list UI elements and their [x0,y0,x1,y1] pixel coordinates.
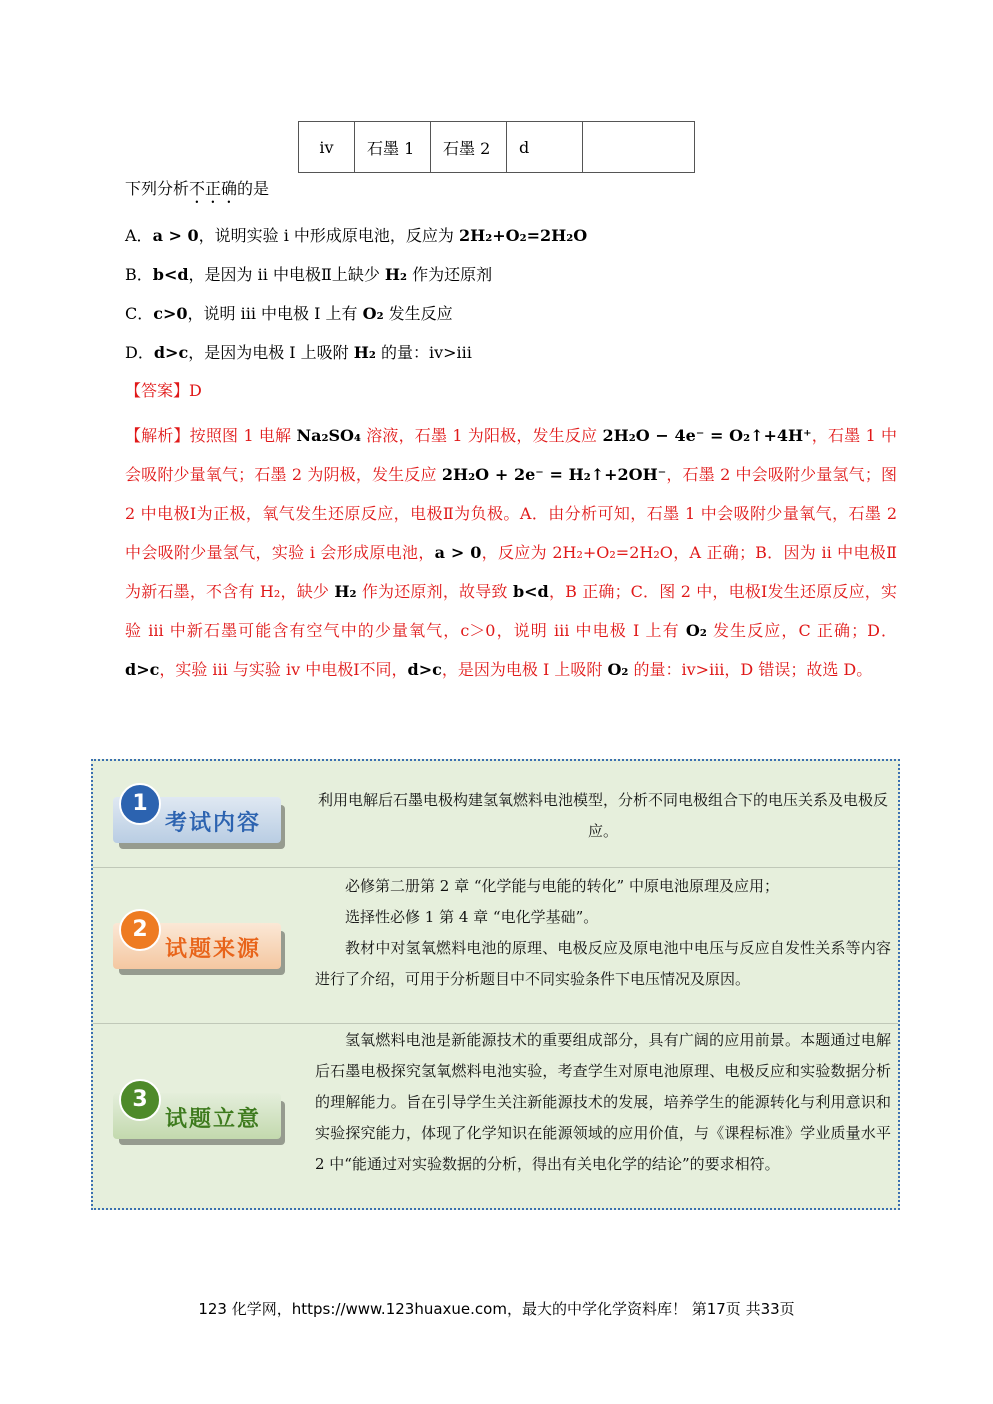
question-prefix: 下列分析 [125,179,190,198]
option-condition: d>c [153,343,189,362]
row-paragraph: 氢氧燃料电池是新能源技术的重要组成部分，具有广阔的应用前景。本题通过电解后石墨电极探究氢氧燃料电池实验，考查学生对原电池原理、电极反应和实验数据分析的理解能力。旨在引导学生关注新能源技术的发展，培养学生的能源转化与利用意识和实验探究能力，体现了化学知识在能源领域的应用价值，与《课程标准》学业质量水平 2 中“能通过对实验数据的分析，得出有关电化学的结论”的要求相符。 [315,1031,891,1173]
row-content [315,785,891,847]
analysis-text: 溶液，石墨 1 为阳极，发生反应 [361,426,603,445]
chem-condition: a > 0 [434,543,482,562]
analysis-text: ，石墨 1 中会吸附少量氧气；石墨 2 为阴极，发生反应 [125,426,898,484]
option-text: 作为还原剂 [407,265,493,284]
option-label: C． [125,304,154,323]
info-row-intent [93,1023,898,1210]
question-suffix: 的是 [237,179,270,198]
question-stem [125,176,269,207]
chem-condition: d>c [125,660,160,679]
badge-number: 3 [119,1079,161,1121]
option-a [125,223,587,246]
option-formula: H₂ [384,265,408,284]
answer-line: 【答案】D [125,381,202,400]
option-formula: H₂ [353,343,376,362]
option-text: ，是因为电极 I 上吸附 [188,343,354,362]
table-cell: d [507,122,583,173]
section-badge [113,917,281,969]
section-badge [113,1087,281,1139]
analysis-text: 发生反应，C 正确；D． [706,621,897,640]
option-text: 的量：iv>iii [375,343,472,362]
analysis-text: ，实验 iii 与实验 iv 中电极Ⅰ不同， [159,660,408,679]
chem-equation: 2H₂O − 4e⁻ = O₂↑+4H⁺ [602,426,812,445]
option-text: 发生反应 [383,304,453,323]
option-condition: b<d [152,265,189,284]
analysis-text: 的量：iv>iii，D 错误；故选 D。 [628,660,873,679]
option-b [125,262,492,285]
section-badge [113,791,281,843]
option-formula: O₂ [362,304,384,323]
analysis-text: ，是因为电极 I 上吸附 [441,660,608,679]
table-cell [583,122,695,173]
option-c [125,301,453,324]
option-label: A． [125,226,153,245]
table-cell: iv [299,122,355,173]
option-text: ，说明 iii 中电极 I 上有 [187,304,363,323]
option-text: ，是因为 ii 中电极Ⅱ上缺少 [188,265,385,284]
table-cell: 石墨 2 [431,122,507,173]
exam-info-box [91,759,900,1210]
option-formula: 2H₂+O₂=2H₂O [459,226,588,245]
option-condition: a > 0 [152,226,199,245]
option-d [125,340,472,363]
analysis-paragraph [125,416,897,689]
row-paragraph: 利用电解后石墨电极构建氢氧燃料电池模型，分析不同电极组合下的电压关系及电极反应。 [317,791,888,840]
page-footer: 123 化学网，https://www.123huaxue.com，最大的中学化学资料库！ 第17页 共33页 [198,1300,795,1318]
chem-condition: b<d [512,582,549,601]
analysis-text: 作为还原剂，故导致 [356,582,513,601]
option-condition: c>0 [153,304,188,323]
analysis-text: ，B 正确；C．图 2 中，电极Ⅰ发生还原反应，实验 iii 中新石墨可能含有空气中的少量氧气，c＞0，说明 iii 中电极 I 上有 [125,582,897,640]
option-text: ，说明实验 i 中形成原电池，反应为 [198,226,459,245]
info-row-source [93,867,898,1024]
row-paragraph: 教材中对氢氧燃料电池的原理、电极反应及原电池中电压与反应自发性关系等内容进行了介绍，可用于分析题目中不同实验条件下电压情况及原因。 [315,939,891,988]
info-row-exam-content [93,761,898,868]
chem-formula: Na₂SO₄ [296,426,361,445]
row-paragraph: 必修第二册第 2 章 “化学能与电能的转化” 中原电池原理及应用； [345,877,779,895]
row-content [315,1025,891,1180]
row-content [315,871,891,995]
chem-formula: O₂ [607,660,629,679]
badge-title: 考试内容 [165,811,262,836]
chem-formula: H₂ [334,582,357,601]
analysis-text: ，反应为 2H₂+O₂=2H₂O，A 正确；B．因为 ii 中电极Ⅱ为新石墨，不含有 H₂，缺少 [125,543,897,601]
analysis-text: ，石墨 2 中会吸附少量氢气；图 2 中电极Ⅰ为正极，氧气发生还原反应，电极Ⅱ为负极。A．由分析可知，石墨 1 中会吸附少量氧气，石墨 2 中会吸附少量氢气，实验 i 会形成原电池， [125,465,897,562]
option-label: B． [125,265,153,284]
option-label: D． [125,343,154,362]
chem-equation: 2H₂O + 2e⁻ = H₂↑+2OH⁻ [441,465,667,484]
badge-title: 试题立意 [165,1107,262,1132]
chem-formula: O₂ [685,621,707,640]
badge-number: 2 [119,909,161,951]
question-emphasis: 不正确 [189,179,238,198]
chem-condition: d>c [407,660,442,679]
table-row [299,122,695,173]
table-cell: 石墨 1 [355,122,431,173]
badge-title: 试题来源 [165,937,262,962]
badge-number: 1 [119,783,161,825]
row-paragraph: 选择性必修 1 第 4 章 “电化学基础”。 [345,908,599,926]
analysis-text: 【解析】按照图 1 电解 [125,426,297,445]
experiment-table [298,121,695,173]
